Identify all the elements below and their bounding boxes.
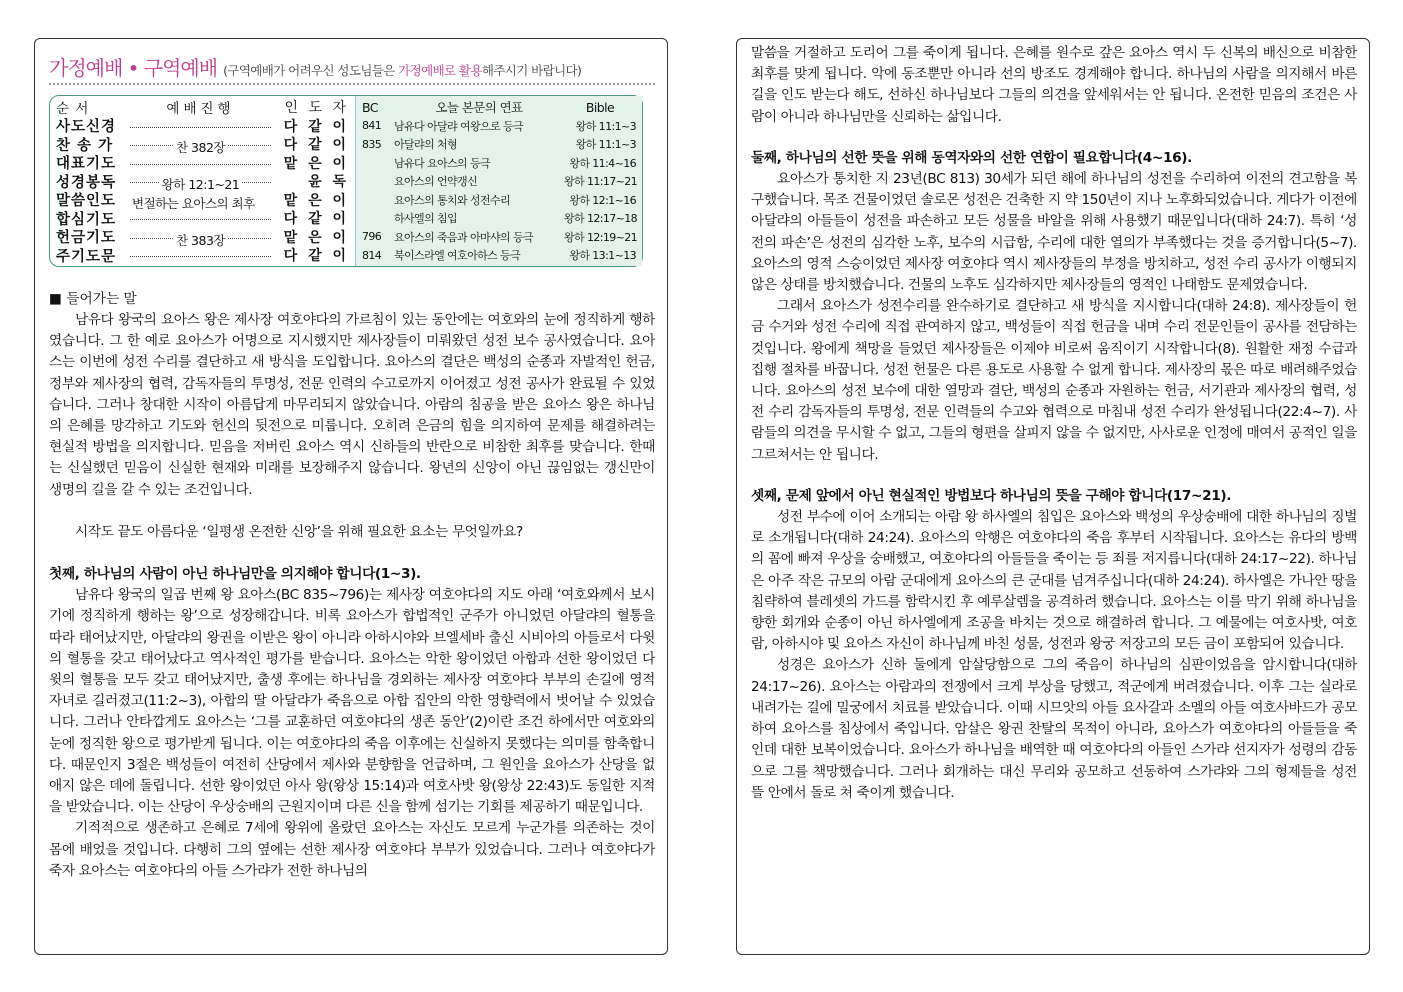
order-row [56, 209, 355, 228]
continued-paragraph: 말씀을 거절하고 도리어 그를 죽이게 됩니다. 은혜를 원수로 갚은 요아스 역시 두 신복의 배신으로 비참한 최후를 맞게 됩니다. 악에 동조뿐만 아니라 선의 방조도 경계해야 합니다. 하나님의 사람을 의지해서 바른 길을 인도 받는다 해도, 선하신 하나님보다 그들의 의견을 앞세워서는 안 됩니다. 온전한 믿음의 조건은 사람이 아니라 하나님만을 신뢰하는 삶입니다. [751, 45, 1357, 125]
order-program [130, 190, 271, 212]
order-row [56, 154, 355, 173]
order-program [130, 245, 271, 257]
timeline-event: 요아스의 언약갱신 [394, 175, 478, 189]
intro-heading: ■ 들어가는 말 [49, 291, 137, 307]
section-1-paragraph-2: 기적적으로 생존하고 은혜로 7세에 왕위에 올랐던 요아스는 자신도 모르게 누군가를 의존하는 것이 몸에 배었을 것입니다. 다행히 그의 옆에는 선한 제사장 여호야다 부부가 있었습니다. 그러나 여호야다가 죽자 요아스는 여호야다의 아들 스가랴가 전한 하나님의 [49, 820, 655, 879]
order-program-text: 찬 382장 [176, 140, 225, 156]
order-row [56, 246, 355, 265]
section-2-paragraph-2: 그래서 요아스가 성전수리를 완수하기로 결단하고 새 방식을 지시합니다(대하 24:8). 제사장들이 헌금 수거와 성전 수리에 직접 관여하지 않고, 백성들이 직접 헌금을 내며 수리 전문인들이 공사를 전담하는 것입니다. 왕에게 책망을 들었던 제사장들은 이제야 비로써 움직이기 시작합니다(8). 원활한 재정 수급과 집행 절차를 바꿉니다. 성전 헌물은 다른 용도로 사용할 수 없게 합니다. 제사장의 몫은 따로 배려해주었습니다. 요아스의 성전 보수에 대한 열망과 결단, 백성의 순종과 자원하는 헌금, 서기관과 제사장의 협력, 성전 수리 감독자들의 투명성, 전문 인력들의 수고와 협력으로 마침내 성전 수리가 완성됩니다(22:4~7). 사람들의 의견을 무시할 수 없고, 그들의 형편을 살피지 않을 수 없지만, 사사로운 인정에 매여서 공적인 일을 그르쳐서는 안 됩니다. [751, 298, 1357, 463]
order-header-row [56, 98, 355, 117]
order-program-text: 찬 383장 [176, 232, 225, 248]
timeline-bible: 왕하 12:19~21 [564, 230, 638, 244]
order-program [130, 171, 271, 193]
timeline-bible: 왕하 11:17~21 [564, 175, 638, 189]
left-page [34, 38, 668, 955]
timeline-row [362, 228, 636, 247]
order-program [130, 227, 271, 248]
order-leader: 윤 독 [308, 174, 349, 191]
timeline-event: 하사엘의 침입 [394, 212, 458, 226]
order-program [130, 153, 271, 165]
order-leader: 맡 은 이 [283, 192, 349, 209]
section-3-paragraph-1: 성전 부수에 이어 소개되는 아람 왕 하사엘의 침입은 요아스와 백성의 우상숭배에 대한 하나님의 징벌로 소개됩니다(대하 24:24). 요아스의 악행은 여호야다의 죽음 후부터 시작됩니다. 요아스는 유다의 방백의 꼼에 빠져 우상을 숭배했고, 여호야다의 아들들을 죽이는 등 죄를 저지릅니다(대하 24:17~22). 하나님은 아주 작은 규모의 아람 군대에게 요아스의 큰 군대를 넘겨주십니다(대하 24:24). 하사엘은 가나안 땅을 침략하여 블레셋의 가드를 함락시킨 후 예루살렘을 공격하려 했습니다. 요아스는 이를 막기 위해 하나님을 향한 회개와 순종이 아닌 하사엘에게 조공을 바치는 것으로 해결하려 합니다. 그 예물에는 여호사밧, 여호람, 아하시야 및 요아스 자신이 하나님께 바친 성물, 성전과 왕궁 저장고의 모든 금이 포함되어 있습니다. [751, 509, 1357, 653]
intro-paragraph: 남유다 왕국의 요아스 왕은 제사장 여호야다의 가르침이 있는 동안에는 여호와의 눈에 정직하게 행하였습니다. 그 한 예로 요아스가 어명으로 지시했지만 제사장들이 미뤄왔던 성전 보수 공사였습니다. 요아스는 이번에 성전 수리를 결단하고 새 방식을 도입합니다. 요아스의 결단은 백성의 순종과 자발적인 헌금, 정부와 제사장의 협력, 감독자들의 투명성, 전문 인력의 수고로까지 이어졌고 성전 공사가 완료될 수 있었습니다. 그러나 창대한 시작이 아름답게 마무리되지 않았습니다. 아람의 침공을 받은 요아스 왕은 하나님의 은혜를 망각하고 기도와 헌신의 뒷전으로 미룹니다. 오히려 은금의 힘을 의지하여 문제를 해결하려는 현실적 방법을 의지합니다. 믿음을 저버린 요아스 역시 신하들의 반란으로 비참한 최후를 맞습니다. 한때는 신실했던 믿음이 신실한 현재와 미래를 보장해주지 않습니다. 왕년의 신앙이 아닌 끊임없는 갱신만이 생명의 길을 갈 수 있는 조건입니다. [49, 312, 656, 498]
timeline-row [362, 246, 636, 265]
order-name: 말씀인도 [56, 193, 117, 210]
timeline-bible: 왕하 11:1~3 [575, 119, 636, 133]
order-row [56, 172, 355, 191]
timeline-header-bc: BC [362, 99, 378, 115]
timeline-row [362, 154, 636, 173]
section-3-heading: 셋째, 문제 앞에서 아닌 현실적인 방법보다 하나님의 뜻을 구해야 합니다(17~21). [751, 487, 1232, 504]
timeline-event: 남유다 요아스의 등극 [394, 156, 491, 170]
timeline-bc: 814 [362, 248, 382, 262]
order-program [130, 116, 271, 128]
order-leader: 다 같 이 [283, 137, 349, 154]
timeline-bc: 835 [362, 137, 382, 151]
worship-title-row [49, 45, 655, 81]
timeline-header-event: 오늘 본문의 연표 [435, 100, 523, 116]
question-text: 시작도 끝도 아름다운 ‘일평생 온전한 신앙’을 위해 필요한 요소는 무엇일까요? [75, 523, 523, 540]
worship-order-table [50, 96, 355, 266]
timeline-bc: 796 [362, 230, 382, 244]
subtitle-highlight: 가정예배로 활용 [398, 63, 482, 78]
worship-order-box [49, 95, 643, 267]
order-leader: 맡 은 이 [283, 155, 349, 172]
order-row [56, 117, 355, 136]
order-name: 성경봉독 [56, 174, 117, 191]
order-header-program: 예배진행 [166, 101, 235, 118]
order-program [130, 134, 271, 156]
order-program-text: 변절하는 요아스의 최후 [132, 196, 255, 212]
timeline-event: 아달랴의 처형 [394, 138, 458, 152]
order-program [130, 208, 271, 220]
timeline-bible: 왕하 12:1~16 [569, 193, 636, 207]
timeline-row [362, 117, 636, 136]
timeline-event: 요아스의 통치와 성전수리 [394, 193, 511, 207]
timeline-row [362, 191, 636, 210]
order-leader: 다 같 이 [283, 248, 349, 265]
timeline-bible: 왕하 12:17~18 [564, 212, 638, 226]
timeline-bible: 왕하 13:1~13 [569, 249, 636, 263]
order-name: 사도신경 [56, 119, 117, 136]
order-header-leader: 인 도 자 [284, 100, 349, 117]
order-leader: 다 같 이 [283, 118, 349, 135]
order-name: 합심기도 [56, 211, 117, 228]
timeline-bible: 왕하 11:4~16 [569, 156, 636, 170]
section-3-paragraph-2: 성경은 요아스가 신하 둘에게 암살당함으로 그의 죽음이 하나님의 심판이었음을 암시합니다(대하 24:17~26). 요아스는 아람과의 전쟁에서 크게 부상을 당했고, 적군에게 버려졌습니다. 이후 그는 실라로 내려가는 길에 밀궁에서 치료를 받았습니다. 이때 시므앗의 아들 요사갈과 소멜의 아들 여호사바드가 공모하여 요아스를 침상에서 죽입니다. 암살은 왕권 찬탈의 목적이 아니라, 요아스가 여호야다의 아들들을 죽인데 대한 보복이었습니다. 요아스가 하나님을 배역한 때 여호야다의 아들인 스가랴 선지자가 성령의 감동으로 그를 책망했습니다. 그러나 회개하는 대신 무리와 공모하고 선동하여 스가랴와 그의 형제들을 성전 뜰 안에서 돌로 쳐 죽이게 했습니다. [751, 657, 1357, 801]
order-leader: 다 같 이 [283, 211, 349, 228]
worship-title: 가정예배 • 구역예배 [49, 56, 218, 80]
timeline-row [362, 135, 636, 154]
timeline-event: 요아스의 죽음과 아마샤의 등극 [394, 230, 534, 244]
timeline-event: 남유다 아달랴 여왕으로 등극 [394, 119, 524, 133]
section-1-paragraph-1: 남유다 왕국의 일곱 번째 왕 요아스(BC 835~796)는 제사장 여호야다의 지도 아래 ‘여호와께서 보시기에 정직하게 행하는 왕’으로 성장해갑니다. 비록 요아스가 합법적인 군주가 아니었던 아달랴의 혈통을 따라 태어났지만, 아달랴의 왕권을 이받은 왕이 아니라 아하시야와 브엘세바 출신 시비아의 아들로서 다윗의 혈통을 갖고 태어났다고 역사적인 평가를 받습니다. 요아스는 악한 왕이었던 아합과 선한 왕이었던 다윗의 혈통을 모두 갖고 태어났지만, 출생 후에는 하나님을 경외하는 제사장 여호야다 부부의 손길에 영적 자녀로 길러졌고(11:2~3), 아합의 딸 아달랴가 죽음으로 아합 집안의 악한 영향력에서 벗어날 수 있었습니다. 그러나 안타깝게도 요아스는 ‘그를 교훈하던 여호야다의 생존 동안’(2)이란 조건 하에서만 여호와의 눈에 정직한 왕으로 평가받게 됩니다. 이는 여호야다의 죽음 이후에는 신실하지 못했다는 의미를 함축합니다. 때문인지 3절은 백성들이 여전히 산당에서 제사와 분향함을 언급하며, 그 원인을 요아스가 산당을 없애지 않은 데에 돌립니다. 선한 왕이었던 아사 왕(왕상 15:14)과 여호사밧 왕(왕상 22:43)도 동일한 지적을 받았습니다. 이는 산당이 우상숭배의 근원지이며 다른 신을 함께 섬기는 기회를 제공하기 때문입니다. [49, 587, 655, 816]
subtitle-post: 해주시기 바랍니다) [481, 63, 582, 78]
order-leader: 맡 은 이 [283, 229, 349, 246]
order-row [56, 191, 355, 210]
section-2-paragraph-1: 요아스가 통치한 지 23년(BC 813) 30세가 되던 해에 하나님의 성전을 수리하여 이전의 견고함을 복구했습니다. 목조 건물이었던 솔로몬 성전은 건축한 지 약 150년이 지나 노후화되었습니다. 게다가 이전에 아달랴의 아들들이 성전을 파손하고 모든 성물을 바알을 위해 사용했기 때문입니다(대하 24:7). 특히 ‘성전의 파손’은 성전의 심각한 노후, 보수의 시급함, 수리에 대한 열의가 부족했다는 것을 증거합니다(5~7). 요아스의 영적 스승이었던 제사장 여호야다 역시 제사장들의 부정을 방치하고, 성전 수리 공사가 이행되지 않은 상태를 방치했습니다. 건물의 노후도 심각하지만 제사장들의 영적인 나태함도 문제였습니다. [751, 171, 1357, 294]
timeline-row [362, 209, 636, 228]
timeline-bc: 841 [362, 119, 382, 133]
order-name: 헌금기도 [56, 230, 117, 247]
order-name: 대표기도 [56, 156, 117, 173]
order-name: 찬 송 가 [56, 137, 114, 154]
timeline-row [362, 172, 636, 191]
timeline-bible: 왕하 11:1~3 [575, 138, 636, 152]
timeline-header-row [362, 98, 636, 117]
timeline-header-bible: Bible [585, 99, 615, 115]
section-2-heading: 둘째, 하나님의 선한 뜻을 위해 동역자와의 선한 연합이 필요합니다(4~16). [751, 149, 1192, 166]
order-name: 주기도문 [56, 248, 117, 265]
right-page [736, 38, 1370, 955]
section-1-heading: 첫째, 하나님의 사람이 아닌 하나님만을 의지해야 합니다(1~3). [49, 566, 421, 583]
title-divider [49, 83, 655, 85]
order-program-text: 왕하 12:1~21 [161, 177, 240, 193]
order-header-name: 순 서 [56, 101, 90, 118]
timeline-table [355, 96, 642, 266]
subtitle-pre: (구역예배가 어려우신 성도님들은 [223, 63, 399, 78]
order-row [56, 135, 355, 154]
worship-subtitle [223, 61, 581, 81]
order-row [56, 228, 355, 247]
timeline-event: 북이스라엘 여호아하스 등극 [394, 249, 521, 263]
